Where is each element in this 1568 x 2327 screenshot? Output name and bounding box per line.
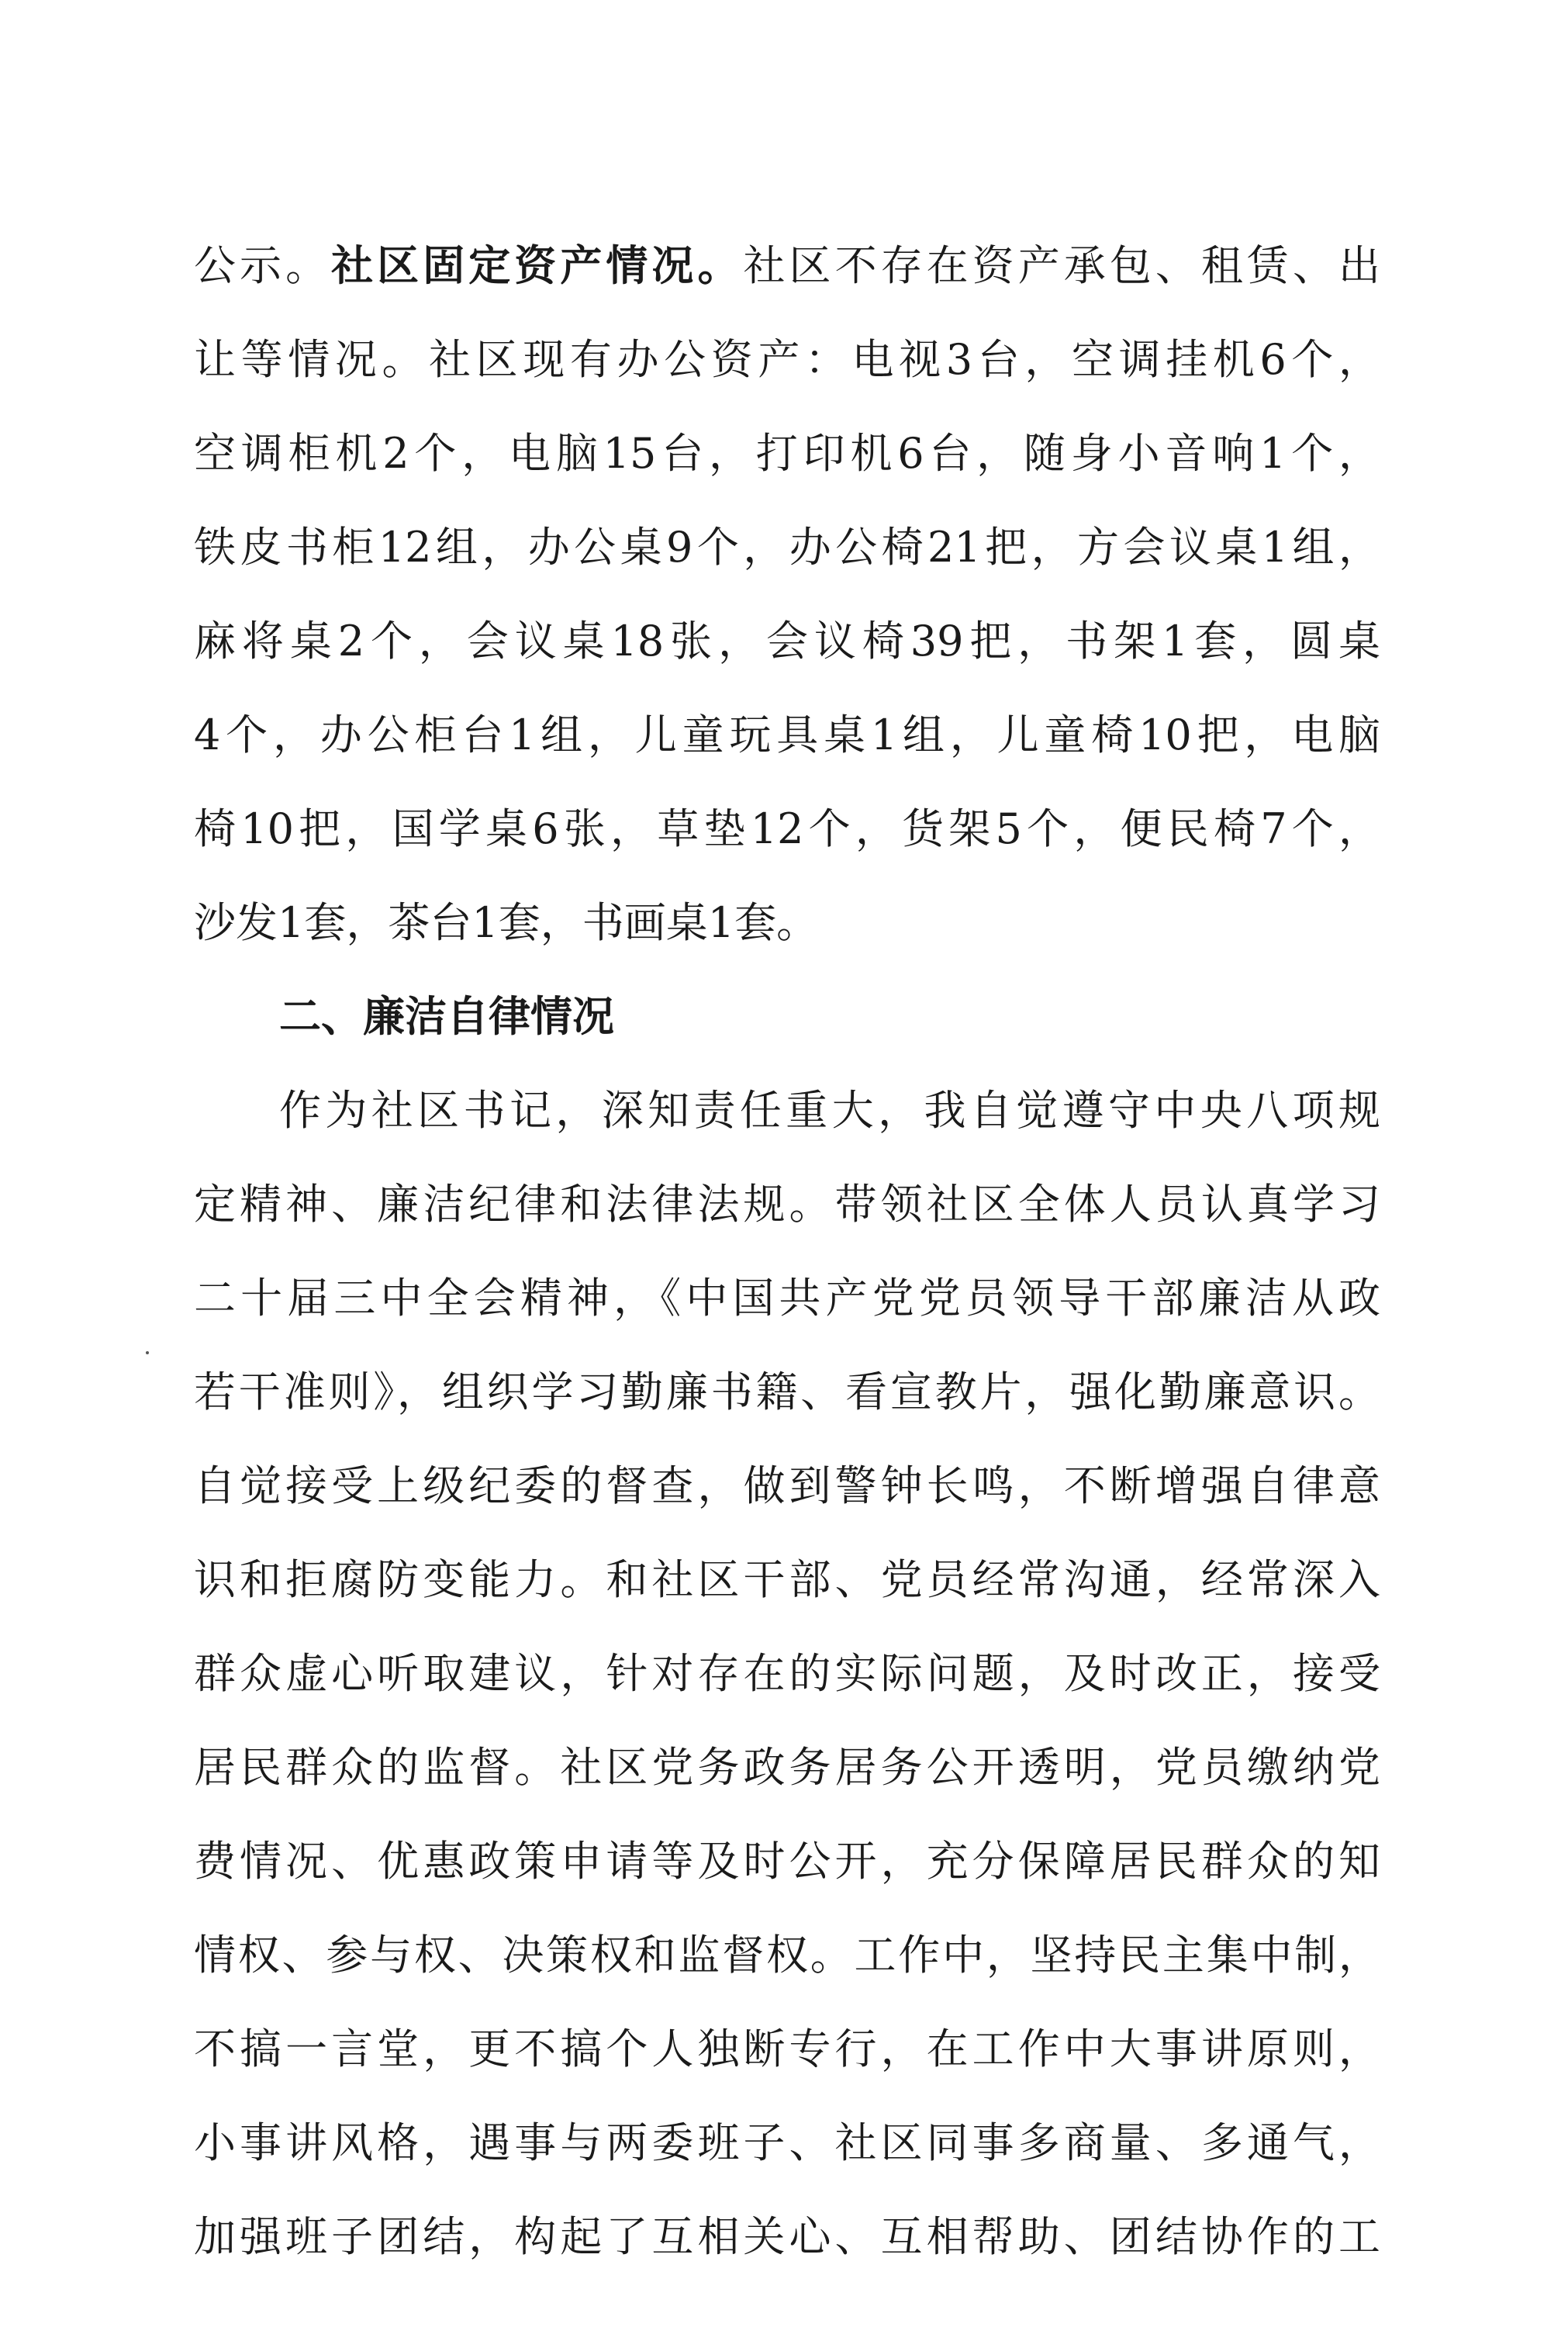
scan-speck xyxy=(146,1351,149,1354)
bold-run: 社区固定资产情况。 xyxy=(331,240,744,290)
text-line: 二十届三中全会精神，《中国共产党党员领导干部廉洁从政 xyxy=(194,1274,1380,1323)
text-line: 群众虚心听取建议，针对存在的实际问题，及时改正，接受 xyxy=(194,1649,1380,1698)
text-line: 不搞一言堂，更不搞个人独断专行，在工作中大事讲原则， xyxy=(194,2024,1380,2073)
text-line: 铁皮书柜12组，办公桌9个，办公椅21把，方会议桌1组， xyxy=(194,523,1380,572)
text-line: 定精神、廉洁纪律和法律法规。带领社区全体人员认真学习 xyxy=(194,1180,1380,1229)
text-line: 情权、参与权、决策权和监督权。工作中，坚持民主集中制， xyxy=(194,1931,1380,1980)
text-run: 社区不存在资产承包、租赁、出 xyxy=(743,241,1381,290)
text-line: 4个，办公柜台1组，儿童玩具桌1组，儿童椅10把，电脑 xyxy=(194,711,1380,759)
section-heading: 二、廉洁自律情况 xyxy=(279,992,614,1041)
text-line: 费情况、优惠政策申请等及时公开，充分保障居民群众的知 xyxy=(194,1837,1380,1886)
text-line: 空调柜机2个，电脑15台，打印机6台，随身小音响1个， xyxy=(194,429,1380,478)
text-line: 若干准则》，组织学习勤廉书籍、看宣教片，强化勤廉意识。 xyxy=(194,1368,1380,1416)
text-line: 椅10把，国学桌6张，草垫12个，货架5个，便民椅7个， xyxy=(194,804,1380,853)
document-body xyxy=(194,219,1380,2284)
text-line: 识和拒腐防变能力。和社区干部、党员经常沟通，经常深入 xyxy=(194,1555,1380,1604)
text-line: 作为社区书记，深知责任重大，我自觉遵守中央八项规 xyxy=(279,1086,1380,1135)
text-line: 麻将桌2个，会议桌18张，会议椅39把，书架1套，圆桌 xyxy=(194,617,1380,666)
text-run: 公示。 xyxy=(194,241,332,290)
text-line: 居民群众的监督。社区党务政务居务公开透明，党员缴纳党 xyxy=(194,1743,1380,1792)
text-line: 加强班子团结，构起了互相关心、互相帮助、团结协作的工 xyxy=(194,2212,1380,2261)
text-line: 让等情况。社区现有办公资产：电视3台，空调挂机6个， xyxy=(194,335,1380,384)
text-line: 小事讲风格，遇事与两委班子、社区同事多商量、多通气， xyxy=(194,2118,1380,2167)
text-line: 沙发1套，茶台1套，书画桌1套。 xyxy=(194,898,819,947)
text-line: 自觉接受上级纪委的督查，做到警钟长鸣，不断增强自律意 xyxy=(194,1461,1380,1510)
text-line xyxy=(194,219,1380,313)
